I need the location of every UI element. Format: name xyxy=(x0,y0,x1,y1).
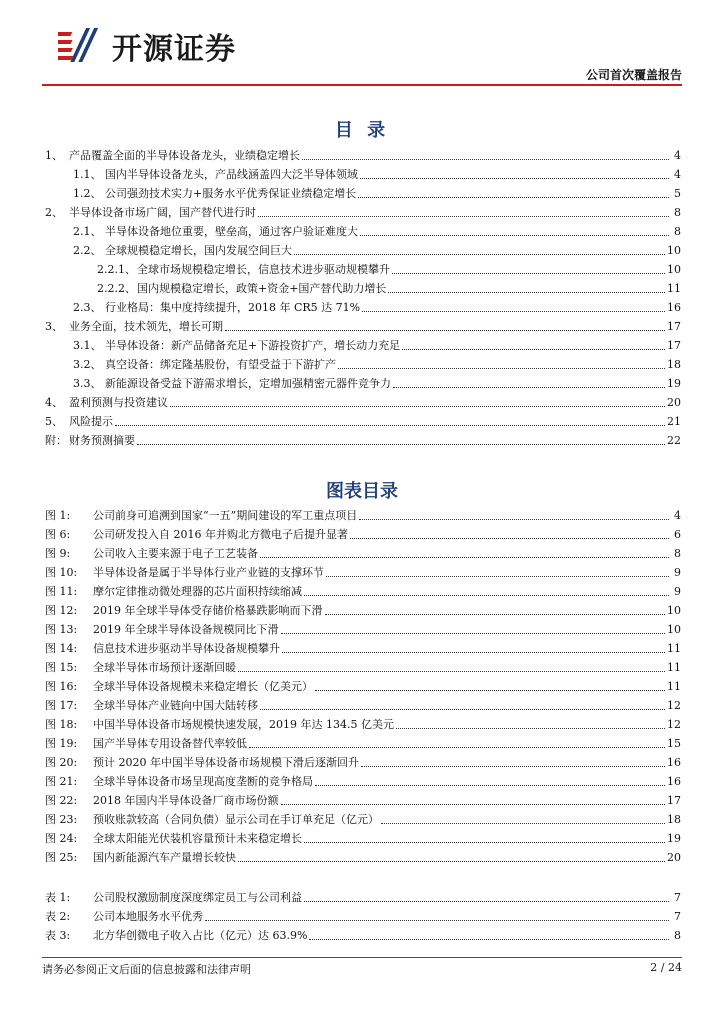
figure-entry[interactable] xyxy=(45,907,681,926)
entry-number: 图 13: xyxy=(45,623,78,636)
entry-page-number: 12 xyxy=(667,699,681,712)
entry-title: 半导体设备市场广阔，国产替代进行时 xyxy=(69,206,256,219)
dot-leader xyxy=(260,709,665,710)
entry-number: 2.3、 xyxy=(73,301,102,314)
logo-text: 开源证券 xyxy=(112,32,236,67)
dot-leader xyxy=(392,273,665,274)
entry-page-number: 10 xyxy=(667,244,681,257)
entry-number: 图 23: xyxy=(45,813,78,826)
dot-leader xyxy=(205,920,669,921)
entry-title: 全球半导体产业链向中国大陆转移 xyxy=(93,699,258,712)
entry-page-number: 7 xyxy=(674,910,681,923)
entry-page-number: 11 xyxy=(667,282,681,295)
dot-leader xyxy=(304,901,669,902)
entry-title: 全球半导体市场预计逐渐回暖 xyxy=(93,661,236,674)
entry-number: 2.2.2、 xyxy=(97,282,136,295)
entry-page-number: 10 xyxy=(667,604,681,617)
entry-title: 公司本地服务水平优秀 xyxy=(93,910,203,923)
entry-page-number: 16 xyxy=(667,756,681,769)
dot-leader xyxy=(238,671,665,672)
entry-number: 3.1、 xyxy=(73,339,102,352)
entry-number: 图 24: xyxy=(45,832,78,845)
entry-title: 业务全面，技术领先，增长可期 xyxy=(69,320,223,333)
entry-number: 5、 xyxy=(45,415,63,428)
dot-leader xyxy=(302,159,669,160)
entry-number: 2.2.1、 xyxy=(97,263,136,276)
dot-leader xyxy=(225,330,665,331)
entry-title: 半导体设备地位重要，壁垒高，通过客户验证难度大 xyxy=(105,225,358,238)
entry-number: 图 20: xyxy=(45,756,78,769)
entry-page-number: 7 xyxy=(674,891,681,904)
dot-leader xyxy=(294,254,665,255)
dot-leader xyxy=(282,652,665,653)
entry-title: 信息技术进步驱动半导体设备规模攀升 xyxy=(93,642,280,655)
dot-leader xyxy=(396,728,665,729)
entry-page-number: 16 xyxy=(667,775,681,788)
entry-page-number: 11 xyxy=(667,642,681,655)
figure-entry[interactable] xyxy=(45,791,681,810)
entry-page-number: 11 xyxy=(667,661,681,674)
entry-number: 图 6: xyxy=(45,528,71,541)
entry-number: 2.1、 xyxy=(73,225,102,238)
entry-title: 产品覆盖全面的半导体设备龙头，业绩稳定增长 xyxy=(69,149,300,162)
entry-title: 盈利预测与投资建议 xyxy=(69,396,168,409)
entry-title: 2018 年国内半导体设备厂商市场份额 xyxy=(93,794,279,807)
entry-title: 北方华创微电子收入占比（亿元）达 63.9% xyxy=(93,929,308,942)
entry-title: 半导体设备是属于半导体行业产业链的支撑环节 xyxy=(93,566,324,579)
dot-leader xyxy=(326,576,669,577)
figure-entry[interactable] xyxy=(45,772,681,791)
entry-title: 财务预测摘要 xyxy=(69,434,135,447)
entry-title: 公司前身可追溯到国家“一五”期间建设的军工重点项目 xyxy=(93,509,358,522)
entry-page-number: 10 xyxy=(667,263,681,276)
entry-number: 图 21: xyxy=(45,775,78,788)
dot-leader xyxy=(338,368,665,369)
entry-number: 图 15: xyxy=(45,661,78,674)
entry-title: 中国半导体设备市场规模快速发展，2019 年达 134.5 亿美元 xyxy=(93,718,394,731)
entry-number: 1.1、 xyxy=(73,168,102,181)
dot-leader xyxy=(388,292,665,293)
figure-entry[interactable] xyxy=(45,582,681,601)
figures-title: 图表目录 xyxy=(326,481,398,502)
entry-number: 图 12: xyxy=(45,604,78,617)
entry-number: 附： xyxy=(45,434,67,447)
dot-leader xyxy=(381,823,665,824)
entry-number: 3.2、 xyxy=(73,358,102,371)
entry-title: 公司收入主要来源于电子工艺装备 xyxy=(93,547,258,560)
entry-number: 图 19: xyxy=(45,737,78,750)
entry-page-number: 8 xyxy=(674,547,681,560)
entry-number: 表 1: xyxy=(45,891,71,904)
entry-number: 1.2、 xyxy=(73,187,102,200)
entry-page-number: 8 xyxy=(674,929,681,942)
figure-entry[interactable] xyxy=(45,544,681,563)
toc-list xyxy=(45,146,681,450)
entry-title: 全球太阳能光伏装机容量预计未来稳定增长 xyxy=(93,832,302,845)
entry-number: 图 10: xyxy=(45,566,78,579)
figure-entry[interactable] xyxy=(45,810,681,829)
entry-page-number: 4 xyxy=(674,509,681,522)
page-indicator: 2 / 24 xyxy=(650,961,682,974)
entry-page-number: 17 xyxy=(667,794,681,807)
entry-title: 国内规模稳定增长，政策+资金+国产替代助力增长 xyxy=(137,282,387,295)
toc-title: 目 录 xyxy=(334,120,390,141)
dot-leader xyxy=(115,425,665,426)
entry-page-number: 22 xyxy=(667,434,681,447)
dot-leader xyxy=(358,197,669,198)
figure-entry[interactable] xyxy=(45,715,681,734)
entry-number: 图 17: xyxy=(45,699,78,712)
entry-title: 全球规模稳定增长，国内发展空间巨大 xyxy=(105,244,292,257)
company-logo xyxy=(58,24,236,68)
footer-divider xyxy=(42,957,682,958)
table-list xyxy=(45,888,681,945)
figure-entry[interactable] xyxy=(45,696,681,715)
toc-entry[interactable] xyxy=(45,184,681,203)
figure-entry[interactable] xyxy=(45,753,681,772)
dot-leader xyxy=(362,311,665,312)
toc-entry[interactable] xyxy=(45,279,681,298)
figure-entry[interactable] xyxy=(45,888,681,907)
dot-leader xyxy=(170,406,665,407)
figure-entry[interactable] xyxy=(45,926,681,945)
entry-title: 预收账款较高（合同负债）显示公司在手订单充足（亿元） xyxy=(93,813,379,826)
toc-entry[interactable] xyxy=(45,431,681,450)
entry-number: 图 18: xyxy=(45,718,78,731)
entry-title: 2019 年全球半导体受存储价格暴跌影响而下滑 xyxy=(93,604,323,617)
toc-entry[interactable] xyxy=(45,241,681,260)
entry-page-number: 16 xyxy=(667,301,681,314)
entry-title: 国内新能源汽车产量增长较快 xyxy=(93,851,236,864)
entry-page-number: 9 xyxy=(674,585,681,598)
entry-title: 公司股权激励制度深度绑定员工与公司利益 xyxy=(93,891,302,904)
entry-title: 国产半导体专用设备替代率较低 xyxy=(93,737,247,750)
entry-title: 半导体设备：新产品储备充足+下游投资扩产，增长动力充足 xyxy=(105,339,401,352)
toc-entry[interactable] xyxy=(45,374,681,393)
dot-leader xyxy=(281,633,666,634)
entry-page-number: 17 xyxy=(667,339,681,352)
entry-number: 图 25: xyxy=(45,851,78,864)
entry-page-number: 20 xyxy=(667,396,681,409)
figure-entry[interactable] xyxy=(45,525,681,544)
figure-entry[interactable] xyxy=(45,829,681,848)
entry-page-number: 8 xyxy=(674,206,681,219)
figure-entry[interactable] xyxy=(45,734,681,753)
entry-title: 行业格局：集中度持续提升，2018 年 CR5 达 71% xyxy=(105,301,361,314)
entry-number: 图 9: xyxy=(45,547,71,560)
figure-entry[interactable] xyxy=(45,506,681,525)
entry-page-number: 6 xyxy=(674,528,681,541)
entry-number: 图 1: xyxy=(45,509,71,522)
toc-entry[interactable] xyxy=(45,260,681,279)
figure-entry[interactable] xyxy=(45,848,681,867)
dot-leader xyxy=(361,766,665,767)
dot-leader xyxy=(350,538,669,539)
entry-number: 图 22: xyxy=(45,794,78,807)
toc-entry[interactable] xyxy=(45,355,681,374)
entry-page-number: 12 xyxy=(667,718,681,731)
entry-page-number: 19 xyxy=(667,832,681,845)
entry-page-number: 20 xyxy=(667,851,681,864)
entry-title: 2019 年全球半导体设备规模同比下滑 xyxy=(93,623,279,636)
dot-leader xyxy=(315,690,665,691)
entry-title: 公司研发投入自 2016 年并购北方微电子后提升显著 xyxy=(93,528,348,541)
report-type-label: 公司首次覆盖报告 xyxy=(585,68,682,82)
entry-page-number: 21 xyxy=(667,415,681,428)
entry-page-number: 10 xyxy=(667,623,681,636)
entry-page-number: 11 xyxy=(667,680,681,693)
figure-entry[interactable] xyxy=(45,677,681,696)
entry-title: 全球市场规模稳定增长，信息技术进步驱动规模攀升 xyxy=(137,263,390,276)
dot-leader xyxy=(249,747,665,748)
toc-entry[interactable] xyxy=(45,222,681,241)
dot-leader xyxy=(309,939,669,940)
dot-leader xyxy=(325,614,666,615)
figure-entry[interactable] xyxy=(45,563,681,582)
figure-entry[interactable] xyxy=(45,639,681,658)
entry-number: 图 11: xyxy=(45,585,78,598)
entry-title: 全球半导体设备规模未来稳定增长（亿美元） xyxy=(93,680,313,693)
footer-disclaimer: 请务必参阅正文后面的信息披露和法律声明 xyxy=(42,963,251,976)
dot-leader xyxy=(359,519,669,520)
entry-number: 表 3: xyxy=(45,929,71,942)
dot-leader xyxy=(260,557,669,558)
dot-leader xyxy=(315,785,665,786)
entry-page-number: 18 xyxy=(667,813,681,826)
toc-entry[interactable] xyxy=(45,165,681,184)
entry-page-number: 5 xyxy=(674,187,681,200)
dot-leader xyxy=(360,178,669,179)
dot-leader xyxy=(281,804,666,805)
dot-leader xyxy=(402,349,665,350)
entry-page-number: 19 xyxy=(667,377,681,390)
toc-entry[interactable] xyxy=(45,412,681,431)
entry-number: 2.2、 xyxy=(73,244,102,257)
entry-title: 真空设备：绑定隆基股份，有望受益于下游扩产 xyxy=(105,358,336,371)
figure-entry[interactable] xyxy=(45,620,681,639)
dot-leader xyxy=(137,444,665,445)
dot-leader xyxy=(238,861,665,862)
entry-title: 新能源设备受益下游需求增长，定增加强精密元器件竞争力 xyxy=(105,377,391,390)
entry-number: 表 2: xyxy=(45,910,71,923)
toc-entry[interactable] xyxy=(45,146,681,165)
entry-title: 风险提示 xyxy=(69,415,113,428)
entry-page-number: 8 xyxy=(674,225,681,238)
entry-number: 图 16: xyxy=(45,680,78,693)
dot-leader xyxy=(360,235,669,236)
dot-leader xyxy=(304,842,665,843)
entry-number: 3.3、 xyxy=(73,377,102,390)
entry-number: 图 14: xyxy=(45,642,78,655)
entry-number: 3、 xyxy=(45,320,63,333)
dot-leader xyxy=(393,387,665,388)
entry-title: 公司强劲技术实力+服务水平优秀保证业绩稳定增长 xyxy=(105,187,357,200)
entry-title: 全球半导体设备市场呈现高度垄断的竞争格局 xyxy=(93,775,313,788)
dot-leader xyxy=(304,595,669,596)
figure-entry[interactable] xyxy=(45,601,681,620)
entry-number: 1、 xyxy=(45,149,63,162)
toc-entry[interactable] xyxy=(45,336,681,355)
entry-page-number: 4 xyxy=(674,149,681,162)
page-header xyxy=(0,0,724,82)
entry-page-number: 15 xyxy=(667,737,681,750)
entry-title: 预计 2020 年中国半导体设备市场规模下滑后逐渐回升 xyxy=(93,756,359,769)
toc-entry[interactable] xyxy=(45,298,681,317)
dot-leader xyxy=(258,216,669,217)
entry-page-number: 17 xyxy=(667,320,681,333)
entry-number: 2、 xyxy=(45,206,63,219)
entry-title: 国内半导体设备龙头，产品线涵盖四大泛半导体领域 xyxy=(105,168,358,181)
entry-page-number: 4 xyxy=(674,168,681,181)
entry-page-number: 18 xyxy=(667,358,681,371)
header-divider xyxy=(42,84,682,86)
toc-entry[interactable] xyxy=(45,317,681,336)
figure-list xyxy=(45,506,681,867)
entry-number: 4、 xyxy=(45,396,63,409)
entry-title: 摩尔定律推动微处理器的芯片面积持续缩减 xyxy=(93,585,302,598)
toc-entry[interactable] xyxy=(45,393,681,412)
figure-entry[interactable] xyxy=(45,658,681,677)
toc-entry[interactable] xyxy=(45,203,681,222)
entry-page-number: 9 xyxy=(674,566,681,579)
logo-icon xyxy=(58,24,106,68)
